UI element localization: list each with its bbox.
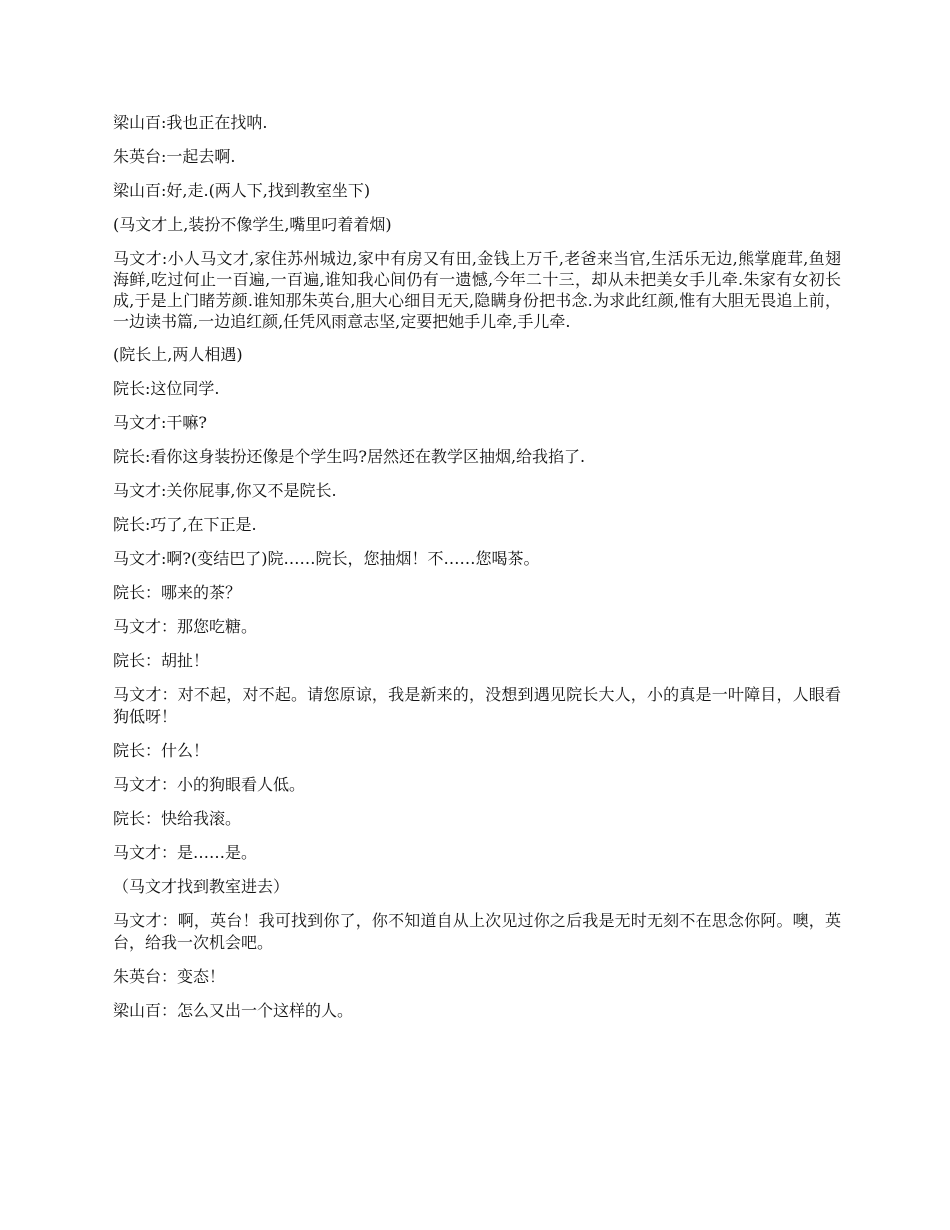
dialogue-line: 院长：什么！ (113, 741, 210, 760)
dialogue-line: 马文才:啊?(变结巴了)院……院长，您抽烟！不……您喝茶。 (113, 549, 540, 568)
dialogue-line: 马文才：是……是。 (113, 843, 258, 862)
dialogue-line: 院长:这位同学. (113, 379, 220, 398)
dialogue-line: 马文才:小人马文才,家住苏州城边,家中有房又有田,金钱上万千,老爸来当官,生活乐无边,熊掌鹿茸,鱼翅海鲜,吃过何止一百遍,一百遍,谁知我心间仍有一遗憾,今年二十三，却从未把美女手儿牵.朱家有女初长成,于是上门睹芳颜.谁知那朱英台,胆大心细目无天,隐瞒身份把书念.为求此红颜,惟有大胆无畏追上前，一边读书篇,一边追红颜,任凭风雨意志坚,定要把她手儿牵,手儿牵. (113, 249, 841, 331)
stage-direction: （马文才找到教室进去） (113, 877, 290, 896)
dialogue-line: 朱英台：变态！ (113, 967, 226, 986)
dialogue-line: 梁山百:好,走.(两人下,找到教室坐下) (113, 181, 371, 200)
dialogue-line: 马文才：对不起，对不起。请您原谅，我是新来的，没想到遇见院长大人，小的真是一叶障目，人眼看狗低呀！ (113, 685, 841, 726)
dialogue-line: 朱英台:一起去啊. (113, 147, 236, 166)
document-body (113, 112, 841, 1034)
dialogue-line: 院长：胡扯！ (113, 651, 210, 670)
stage-direction: (院长上,两人相遇) (113, 345, 243, 364)
dialogue-line: 梁山百:我也正在找呐. (113, 113, 268, 132)
dialogue-line: 马文才：小的狗眼看人低。 (113, 775, 306, 794)
stage-direction: (马文才上,装扮不像学生,嘴里叼着着烟) (113, 215, 392, 234)
dialogue-line: 马文才:关你屁事,你又不是院长. (113, 481, 337, 500)
dialogue-line: 院长:看你这身装扮还像是个学生吗?居然还在教学区抽烟,给我掐了. (113, 447, 586, 466)
dialogue-line: 马文才：啊，英台！我可找到你了，你不知道自从上次见过你之后我是无时无刻不在思念你阿。噢，英台，给我一次机会吧。 (113, 911, 841, 952)
dialogue-line: 院长：哪来的茶？ (113, 583, 242, 602)
dialogue-line: 马文才：那您吃糖。 (113, 617, 258, 636)
dialogue-line: 院长：快给我滚。 (113, 809, 242, 828)
dialogue-line: 马文才:干嘛? (113, 413, 207, 432)
dialogue-line: 院长:巧了,在下正是. (113, 515, 257, 534)
dialogue-line: 梁山百：怎么又出一个这样的人。 (113, 1001, 354, 1020)
